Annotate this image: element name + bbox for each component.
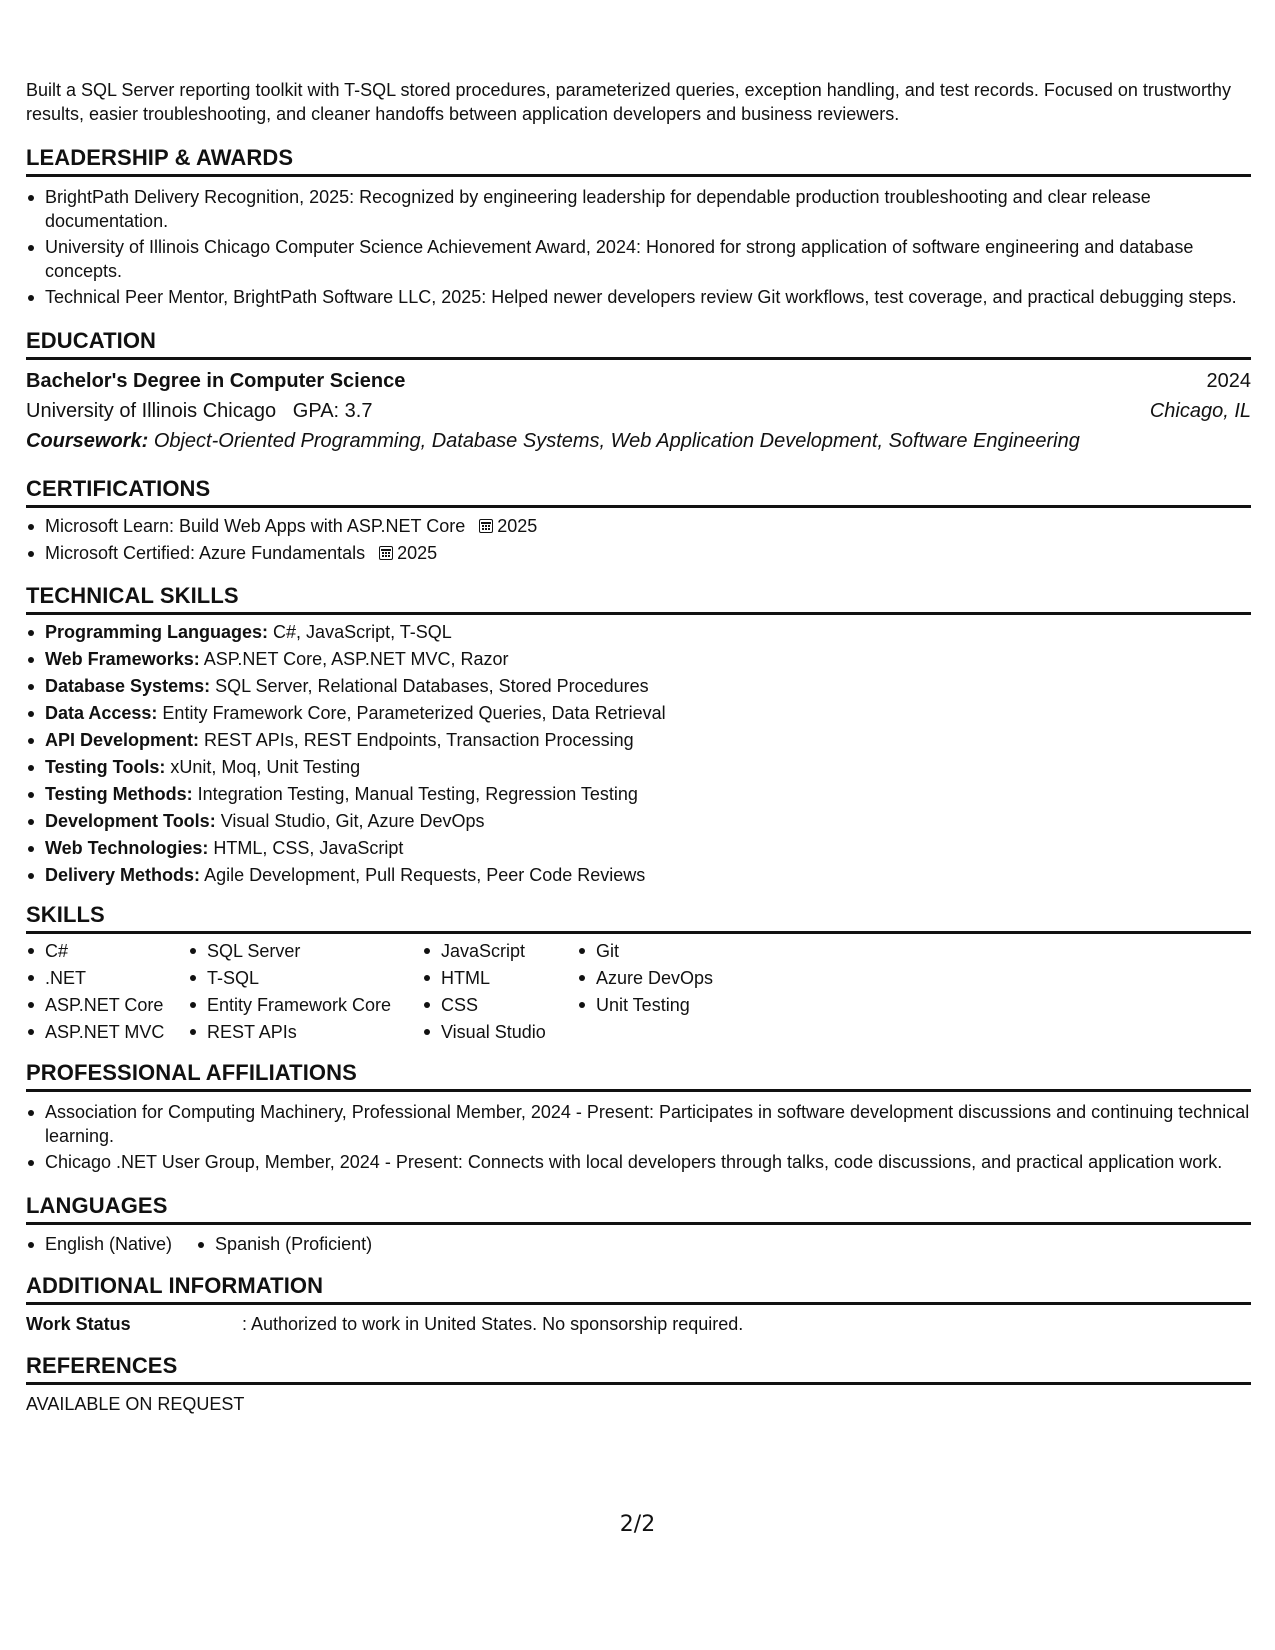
section-title-languages: LANGUAGES	[26, 1193, 1251, 1225]
list-item: BrightPath Delivery Recognition, 2025: Recognized by engineering leadership for dependable production troubleshooting and clear release documentation.	[26, 185, 1251, 233]
skill-item: ASP.NET MVC	[26, 1019, 188, 1046]
list-item: Web Frameworks: ASP.NET Core, ASP.NET MVC, Razor	[26, 646, 1251, 673]
graduation-year: 2024	[1206, 370, 1251, 392]
language-item: Spanish (Proficient)	[196, 1232, 372, 1256]
section-title-technical-skills: TECHNICAL SKILLS	[26, 583, 1251, 615]
resume-page	[26, 78, 1251, 1416]
leadership-list	[26, 185, 1251, 309]
list-item: Data Access: Entity Framework Core, Parameterized Queries, Data Retrieval	[26, 700, 1251, 727]
list-item: Chicago .NET User Group, Member, 2024 - Present: Connects with local developers through talks, code discussions, and practical application work.	[26, 1150, 1251, 1174]
language-item: English (Native)	[26, 1232, 172, 1256]
list-item: University of Illinois Chicago Computer Science Achievement Award, 2024: Honored for strong application of software engineering and database concepts.	[26, 235, 1251, 283]
calendar-icon	[479, 519, 493, 533]
skill-item: SQL Server	[188, 938, 422, 965]
skill-item: T-SQL	[188, 965, 422, 992]
list-item: Development Tools: Visual Studio, Git, Azure DevOps	[26, 808, 1251, 835]
certification-name: Microsoft Learn: Build Web Apps with ASP.NET Core	[45, 516, 466, 536]
list-item: Testing Methods: Integration Testing, Manual Testing, Regression Testing	[26, 781, 1251, 808]
list-item: Web Technologies: HTML, CSS, JavaScript	[26, 835, 1251, 862]
education-entry	[26, 366, 1251, 456]
work-status-value: : Authorized to work in United States. No sponsorship required.	[242, 1314, 744, 1334]
school-location: Chicago, IL	[1149, 400, 1251, 422]
technical-skills-list	[26, 619, 1251, 889]
calendar-icon	[379, 546, 393, 560]
skill-item: JavaScript	[422, 938, 577, 965]
section-title-leadership: LEADERSHIP & AWARDS	[26, 145, 1251, 177]
skill-item: Entity Framework Core	[188, 992, 422, 1019]
skill-item: C#	[26, 938, 188, 965]
section-title-skills: SKILLS	[26, 902, 1251, 934]
references-text: AVAILABLE ON REQUEST	[26, 1394, 245, 1414]
skill-item: REST APIs	[188, 1019, 422, 1046]
skill-item: ASP.NET Core	[26, 992, 188, 1019]
work-status	[26, 1312, 1251, 1336]
coursework: Object-Oriented Programming, Database Systems, Web Application Development, Software Engineering	[153, 430, 1080, 452]
list-item: Technical Peer Mentor, BrightPath Software LLC, 2025: Helped newer developers review Git workflows, test coverage, and practical debugging steps.	[26, 285, 1251, 309]
page-number: 2/2	[619, 1512, 656, 1537]
skill-item: HTML	[422, 965, 577, 992]
list-item: Database Systems: SQL Server, Relational Databases, Stored Procedures	[26, 673, 1251, 700]
skill-item: CSS	[422, 992, 577, 1019]
skill-item: Git	[577, 938, 777, 965]
list-item: Testing Tools: xUnit, Moq, Unit Testing	[26, 754, 1251, 781]
skills-column	[26, 938, 188, 1046]
skill-item: .NET	[26, 965, 188, 992]
skills-column	[422, 938, 577, 1046]
languages-list	[26, 1232, 1251, 1256]
affiliations-list	[26, 1100, 1251, 1174]
work-status-label: Work Status	[26, 1314, 131, 1334]
certifications-list	[26, 513, 1251, 567]
degree: Bachelor's Degree in Computer Science	[26, 370, 406, 392]
certification-name: Microsoft Certified: Azure Fundamentals	[45, 543, 366, 563]
section-title-education: EDUCATION	[26, 328, 1251, 360]
skill-item: Unit Testing	[577, 992, 777, 1019]
section-title-additional-information: ADDITIONAL INFORMATION	[26, 1273, 1251, 1305]
skills-grid	[26, 938, 1251, 1046]
gpa: GPA: 3.7	[292, 400, 373, 422]
certification-year: 2025	[497, 516, 538, 536]
list-item: API Development: REST APIs, REST Endpoints, Transaction Processing	[26, 727, 1251, 754]
skill-item: Visual Studio	[422, 1019, 577, 1046]
skills-column	[577, 938, 777, 1046]
skills-column	[188, 938, 422, 1046]
section-title-affiliations: PROFESSIONAL AFFILIATIONS	[26, 1060, 1251, 1092]
project-description: Built a SQL Server reporting toolkit with T-SQL stored procedures, parameterized queries, exception handling, and test records. Focused on trustworthy results, easier troubleshooting, and cleaner handoffs between application developers and business reviewers.	[26, 80, 1231, 124]
list-item: Delivery Methods: Agile Development, Pull Requests, Peer Code Reviews	[26, 862, 1251, 889]
skill-item: Azure DevOps	[577, 965, 777, 992]
certification-year: 2025	[397, 543, 438, 563]
certification-item	[26, 513, 1251, 540]
list-item: Association for Computing Machinery, Professional Member, 2024 - Present: Participates in software development discussions and continuing technical learning.	[26, 1100, 1251, 1148]
section-title-references: REFERENCES	[26, 1353, 1251, 1385]
certification-item	[26, 540, 1251, 567]
coursework-label: Coursework:	[26, 430, 149, 452]
school: University of Illinois Chicago	[26, 400, 277, 422]
list-item: Programming Languages: C#, JavaScript, T-SQL	[26, 619, 1251, 646]
section-title-certifications: CERTIFICATIONS	[26, 476, 1251, 508]
